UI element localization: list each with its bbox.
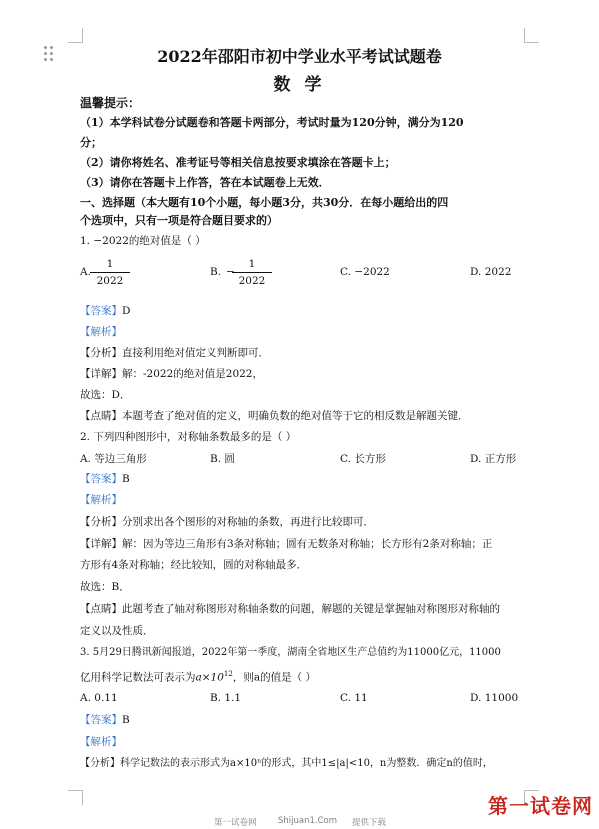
fenxi-text: 直接利用绝对值定义判断即可． <box>122 347 269 359</box>
dianjing-text: 此题考查了轴对称图形对称轴条数的问题，解题的关键是掌握轴对称图形对称轴的 <box>122 603 500 615</box>
fraction-bar <box>90 272 130 273</box>
option-b: B. 1.1 <box>210 692 242 704</box>
fenxi-text: 分别求出各个图形的对称轴的条数，再进行比较即可． <box>122 516 374 528</box>
fenxi-tag: 【分析】 <box>80 758 120 769</box>
xiangjie-text: 解：-2022的绝对值是2022， <box>122 368 263 380</box>
fenxi-text: 科学记数法的表示形式为a×10ⁿ的形式，其中1≤|a|<10，n为整数．确定n的值时， <box>120 758 493 769</box>
xiangjie-text: 解：因为等边三角形有3条对称轴；圆有无数条对称轴；长方形有2条对称轴；正 <box>122 538 493 550</box>
page-corner-mark <box>68 28 83 43</box>
fraction-numerator: 1 <box>106 258 114 270</box>
option-d: D. 11000 <box>470 692 519 704</box>
dianjing-text: 本题考查了绝对值的定义，明确负数的绝对值等于它的相反数是解题关键． <box>122 410 469 422</box>
fraction-denominator: 2022 <box>96 275 124 287</box>
fraction-numerator: 1 <box>248 258 256 270</box>
question-stem: 2. 下列四种图形中，对称轴条数最多的是（ ） <box>80 431 297 443</box>
analysis-tag: 【解析】 <box>80 494 122 506</box>
fenxi-row <box>80 515 374 529</box>
option-d: D. 2022 <box>470 266 512 278</box>
tip-line: （1）本学科试卷分试题卷和答题卡两部分，考试时量为120分钟，满分为120 <box>80 116 464 129</box>
xiangjie-row <box>80 537 492 551</box>
site-logo: 第一试卷网 <box>488 794 593 818</box>
dianjing-continued: 定义以及性质． <box>80 625 154 637</box>
dianjing-row <box>80 602 500 616</box>
fenxi-tag: 【分析】 <box>80 347 122 359</box>
answer-row <box>80 713 130 727</box>
answer-tag: 【答案】 <box>80 473 122 485</box>
fraction <box>90 257 130 288</box>
fraction-bar <box>232 272 272 273</box>
dianjing-row <box>80 409 469 423</box>
fenxi-row <box>80 346 269 360</box>
xiangjie-continued: 方形有4条对称轴；经比较知，圆的对称轴最多． <box>80 559 308 571</box>
footer-url[interactable]: Shijuan1.Com <box>278 816 338 826</box>
page-title: 2022年邵阳市初中学业水平考试试题卷 <box>157 47 442 66</box>
question-stem-continued <box>80 667 316 685</box>
page-corner-mark <box>68 790 83 805</box>
footer-download: 提供下载 <box>352 818 387 828</box>
xiangjie-tag: 【详解】 <box>80 368 122 380</box>
option-a: A. 等边三角形 <box>80 453 147 465</box>
analysis-tag: 【解析】 <box>80 326 122 338</box>
answer-row <box>80 304 130 318</box>
math-expression: a×10 <box>195 671 224 684</box>
option-sign: − <box>226 266 235 278</box>
dianjing-tag: 【点睛】 <box>80 410 122 422</box>
answer-tag: 【答案】 <box>80 305 122 317</box>
fenxi-row <box>80 757 493 771</box>
page-corner-mark <box>524 28 539 43</box>
xiangjie-tag: 【详解】 <box>80 538 122 550</box>
tip-line: （3）请你在答题卡上作答，答在本试题卷上无效． <box>80 176 330 189</box>
subject-title: 数 学 <box>273 75 326 95</box>
conclusion: 故选：B． <box>80 581 130 593</box>
answer-value: B <box>122 714 130 726</box>
stem-text: ，则a的值是（ ） <box>232 671 316 684</box>
option-b: B. 圆 <box>210 453 235 465</box>
fraction <box>232 257 272 288</box>
option-label: A. <box>80 266 91 278</box>
tip-line: （2）请你将姓名、准考证号等相关信息按要求填涂在答题卡上； <box>80 156 396 169</box>
tip-line: 分； <box>80 136 102 149</box>
question-stem: 1. −2022的绝对值是（ ） <box>80 235 206 247</box>
fenxi-tag: 【分析】 <box>80 516 122 528</box>
tips-heading: 温馨提示： <box>80 96 141 110</box>
option-c: C. −2022 <box>340 266 390 278</box>
xiangjie-row <box>80 367 263 381</box>
option-d: D. 正方形 <box>470 453 517 465</box>
option-label: B. <box>210 266 222 278</box>
section-heading: 个选项中，只有一项是符合题目要求的） <box>80 214 278 227</box>
option-c: C. 11 <box>340 692 368 704</box>
option-a: A. 0.11 <box>80 692 118 704</box>
fraction-denominator: 2022 <box>238 275 266 287</box>
conclusion: 故选：D． <box>80 389 131 401</box>
question-stem: 3. 5月29日腾讯新闻报道，2022年第一季度，湖南全省地区生产总值约为11000亿元，11000 <box>80 647 501 658</box>
section-heading: 一、选择题（本大题有10个小题，每小题3分，共30分．在每小题给出的四 <box>80 196 449 209</box>
answer-value: D <box>122 305 131 317</box>
dianjing-tag: 【点睛】 <box>80 603 122 615</box>
answer-value: B <box>122 473 130 485</box>
stem-text: 亿用科学记数法可表示为 <box>80 671 196 684</box>
math-exponent: 12 <box>223 670 233 678</box>
answer-tag: 【答案】 <box>80 714 122 726</box>
analysis-tag: 【解析】 <box>80 736 122 748</box>
answer-row <box>80 472 130 486</box>
option-c: C. 长方形 <box>340 453 386 465</box>
footer-site: 第一试卷网 <box>214 818 257 828</box>
